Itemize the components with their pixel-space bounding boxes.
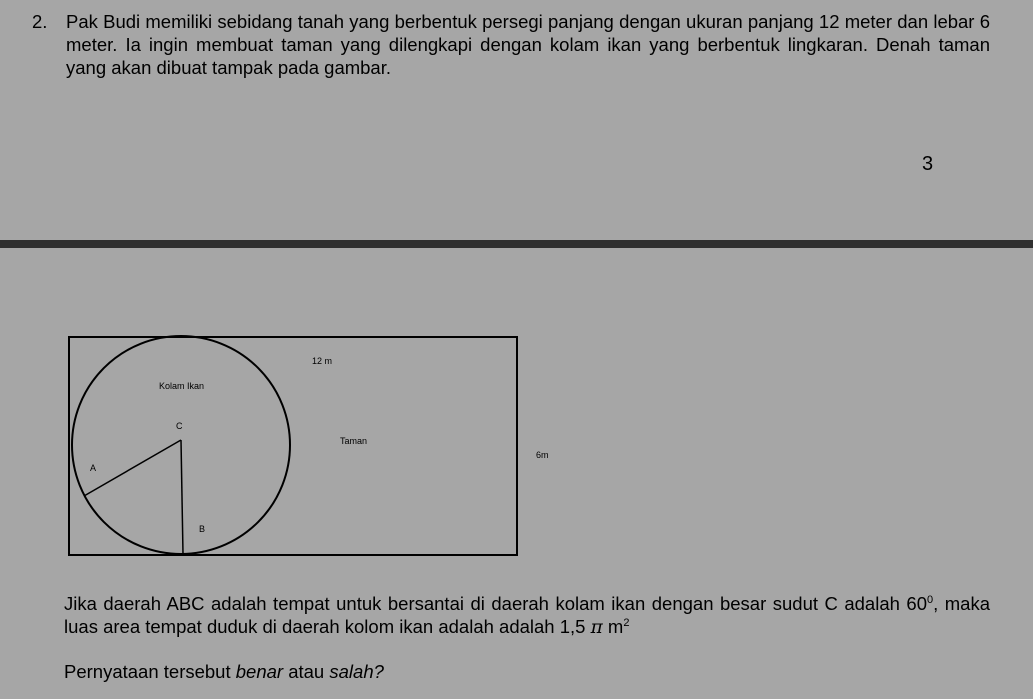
prompt-salah: salah? xyxy=(329,661,384,682)
prompt-benar: benar xyxy=(235,661,284,682)
width-label: 6m xyxy=(536,450,549,460)
prompt-line xyxy=(64,660,384,683)
point-c-label: C xyxy=(176,421,183,431)
pond-label: Kolam Ikan xyxy=(159,381,205,391)
question-number: 2. xyxy=(32,11,48,32)
garden-label: Taman xyxy=(340,436,368,446)
prompt-before: Pernyataan tersebut xyxy=(64,661,236,682)
area-unit: m xyxy=(602,616,624,637)
point-a-label: A xyxy=(90,463,97,473)
length-label: 12 m xyxy=(312,356,333,366)
radius-cb xyxy=(181,440,183,554)
radius-ca xyxy=(84,440,181,496)
angle-degree: 0 xyxy=(927,593,934,606)
statement-part1: Jika daerah ABC adalah tempat untuk bersantai di daerah kolam ikan dengan besar sudut C adalah xyxy=(64,593,907,614)
statement-part2: , maka luas area tempat duduk di daerah kolom ikan adalah adalah 1,5 xyxy=(64,593,990,637)
question-text: Pak Budi memiliki sebidang tanah yang berbentuk persegi panjang dengan ukuran panjang 12 meter dan lebar 6 meter. Ia ingin membuat taman yang dilengkapi dengan kolam ikan yang berbentuk lingkaran. Denah taman yang akan dibuat tampak pada gambar. xyxy=(66,11,990,78)
page-number: 3 xyxy=(922,153,934,175)
point-b-label: B xyxy=(199,524,206,534)
pi-symbol: π xyxy=(590,617,603,638)
prompt-middle: atau xyxy=(283,661,330,682)
angle-value: 60 xyxy=(906,593,927,614)
land-rectangle xyxy=(69,337,517,555)
area-unit-exponent: 2 xyxy=(623,616,630,629)
statement-paragraph xyxy=(64,592,990,639)
